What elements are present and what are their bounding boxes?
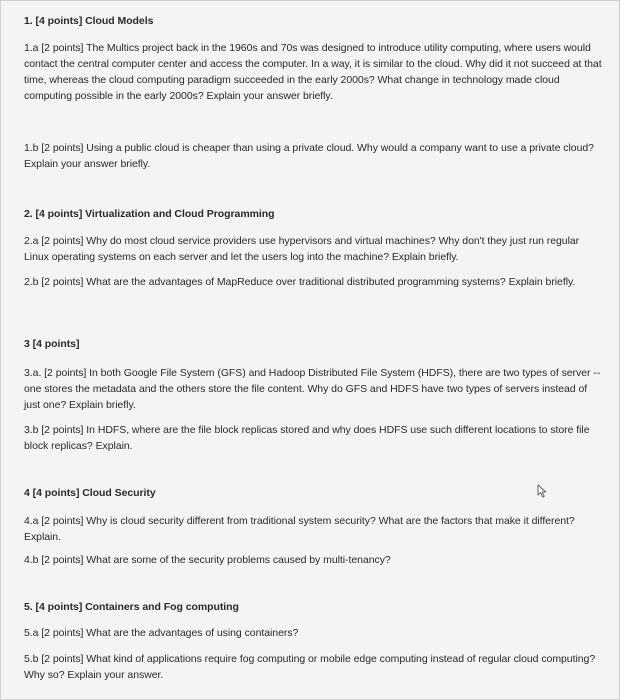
section-5-title: 5. [4 points] Containers and Fog computing <box>24 601 239 613</box>
question-3a: 3.a. [2 points] In both Google File System (GFS) and Hadoop Distributed File System (HDFS), there are two types of server -- one stores the metadata and the others store the file content. Why do GFS and HDFS have two types of servers instead of just one? Explain briefly. <box>24 367 601 411</box>
question-2a: 2.a [2 points] Why do most cloud service providers use hypervisors and virtual machines? Why don't they just run regular Linux operating systems on each server and let the users log into the machine? Explain briefly. <box>24 235 580 263</box>
question-4b: 4.b [2 points] What are some of the security problems caused by multi-tenancy? <box>24 554 391 566</box>
question-3b: 3.b [2 points] In HDFS, where are the file block replicas stored and why does HDFS use such different locations to store file block replicas? Explain. <box>24 424 590 452</box>
question-4a: 4.a [2 points] Why is cloud security different from traditional system security? What are the factors that make it different? Explain. <box>24 515 575 543</box>
mouse-pointer-icon <box>537 484 549 498</box>
section-1-title: 1. [4 points] Cloud Models <box>24 15 154 27</box>
section-3-title: 3 [4 points] <box>24 338 80 350</box>
section-4-title: 4 [4 points] Cloud Security <box>24 487 156 499</box>
question-5a: 5.a [2 points] What are the advantages of using containers? <box>24 627 299 639</box>
section-2-title: 2. [4 points] Virtualization and Cloud Programming <box>24 208 275 220</box>
question-5b: 5.b [2 points] What kind of applications require fog computing or mobile edge computing instead of regular cloud computing? Why so? Explain your answer. <box>24 653 596 681</box>
question-1a: 1.a [2 points] The Multics project back in the 1960s and 70s was designed to introduce utility computing, where users would contact the central computer center and access the computer. In a way, it is similar to the cloud. Why did it not succeed at that time, whereas the cloud computing paradigm succeeded in the early 2000s? What change in technology made cloud computing possible in the early 2000s? Explain your answer briefly. <box>24 42 602 102</box>
question-1b: 1.b [2 points] Using a public cloud is cheaper than using a private cloud. Why would a company want to use a private cloud? Explain your answer briefly. <box>24 142 594 170</box>
question-2b: 2.b [2 points] What are the advantages of MapReduce over traditional distributed programming systems? Explain briefly. <box>24 276 576 288</box>
